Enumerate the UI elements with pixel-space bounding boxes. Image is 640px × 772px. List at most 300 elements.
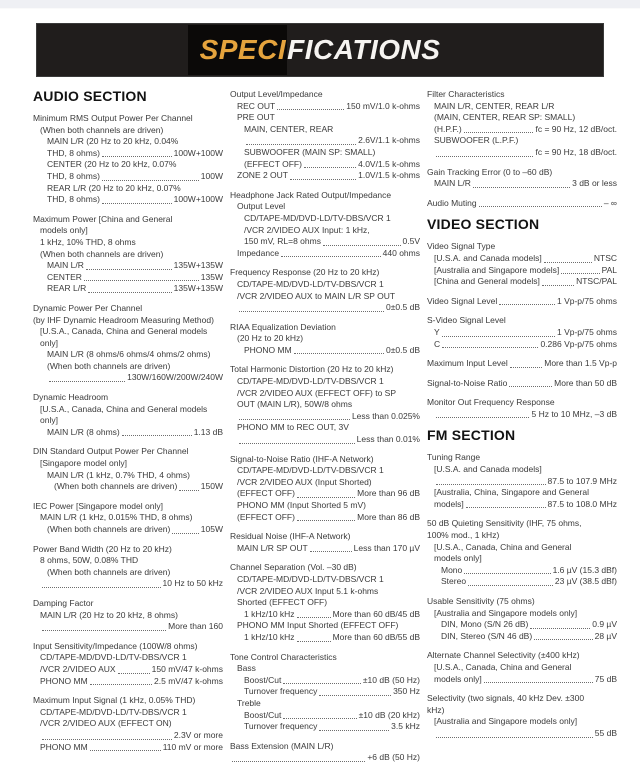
spec-label: THD, 8 ohms) xyxy=(47,194,100,205)
spec-text: 8 ohms, 50W, 0.08% THD xyxy=(40,555,139,566)
dotted-leader xyxy=(544,261,592,263)
spec-value: 0.286 Vp-p/75 ohms xyxy=(540,338,617,349)
spec-label: C xyxy=(434,338,441,349)
spec-text: (When both channels are driven) xyxy=(47,566,171,577)
spec-line xyxy=(427,728,617,740)
spec-value: 0.9 µV xyxy=(592,619,617,630)
spec-text: [U.S.A., Canada, China and General xyxy=(434,541,572,552)
spec-value: 4.0V/1.5 k-ohms xyxy=(358,158,420,169)
dotted-leader xyxy=(90,683,152,685)
spec-value: 1 Vp-p/75 ohms xyxy=(556,295,617,306)
spec-block xyxy=(33,501,223,536)
spec-value: 440 ohms xyxy=(382,247,420,258)
spec-column-audio xyxy=(33,89,223,772)
dotted-leader xyxy=(473,186,570,188)
spec-block xyxy=(427,315,617,350)
spec-line xyxy=(427,631,617,643)
spec-value: More than 96 dB xyxy=(357,488,420,499)
spec-value: 75 dB xyxy=(594,673,617,684)
spec-block xyxy=(427,596,617,642)
spec-text: Output Level/Impedance xyxy=(230,89,323,99)
spec-value: 135W+135W xyxy=(173,260,223,271)
spec-text: Tone Control Characteristics xyxy=(230,651,337,662)
spec-block xyxy=(427,167,617,190)
dotted-leader xyxy=(484,681,593,683)
spec-block xyxy=(230,89,420,182)
spec-value: 135W+135W xyxy=(173,283,223,294)
dotted-leader xyxy=(466,506,546,508)
spec-text: REAR L/R (20 Hz to 20 kHz, 0.07% xyxy=(47,182,181,193)
dotted-leader xyxy=(294,352,384,354)
spec-line xyxy=(230,248,420,260)
spec-value: 87.5 to 108.0 MHz xyxy=(547,498,617,509)
spec-text: [U.S.A. and Canada models] xyxy=(434,464,542,475)
spec-label: Audio Muting xyxy=(427,197,477,208)
section-heading: FM SECTION xyxy=(427,427,516,444)
spec-block xyxy=(230,190,420,260)
spec-text: Channel Separation (Vol. –30 dB) xyxy=(230,562,357,573)
spec-value: NTSC xyxy=(593,252,617,263)
spec-label: MAIN L/R SP OUT xyxy=(237,542,308,553)
spec-value: 1.6 µV (15.3 dBf) xyxy=(552,564,617,575)
spec-text: CD/TAPE-MD/DVD-LD/TV-DBS/VCR 1 xyxy=(40,652,187,663)
spec-block xyxy=(33,641,223,687)
spec-line xyxy=(427,565,617,577)
spec-block xyxy=(33,214,223,295)
spec-text: only] xyxy=(40,337,58,348)
spec-text: [Australia and Singapore models only] xyxy=(434,607,578,618)
spec-line xyxy=(230,302,420,314)
spec-text: (MAIN, CENTER, REAR SP: SMALL) xyxy=(434,112,576,123)
page-top-edge xyxy=(0,0,640,9)
spec-block xyxy=(230,741,420,764)
spec-line xyxy=(427,147,617,159)
spec-block xyxy=(33,303,223,384)
spec-value: 135W xyxy=(200,271,223,282)
spec-text: S-Video Signal Level xyxy=(427,315,506,326)
spec-line xyxy=(230,135,420,147)
spec-line xyxy=(427,358,617,370)
spec-text: Filter Characteristics xyxy=(427,89,505,99)
spec-line xyxy=(33,481,223,493)
spec-text: Headphone Jack Rated Output/Impedance xyxy=(230,189,392,200)
dotted-leader xyxy=(281,255,381,257)
dotted-leader xyxy=(534,638,592,640)
spec-line xyxy=(427,339,617,351)
dotted-leader xyxy=(102,202,172,204)
spec-block xyxy=(33,544,223,590)
spec-value: Less than 0.025% xyxy=(351,410,420,421)
spec-block xyxy=(427,89,617,159)
spec-value: More than 160 xyxy=(168,621,223,632)
spec-block xyxy=(427,452,617,510)
spec-block xyxy=(33,598,223,633)
spec-label: Turnover frequency xyxy=(244,721,318,732)
spec-label: ZONE 2 OUT xyxy=(237,170,289,181)
dotted-leader xyxy=(283,682,361,684)
spec-label: (When both channels are driven) xyxy=(47,524,171,534)
spec-line xyxy=(33,578,223,590)
spec-line xyxy=(33,272,223,284)
spec-text: MAIN, CENTER, REAR xyxy=(244,123,334,134)
dotted-leader xyxy=(90,749,161,751)
spec-value: PAL xyxy=(601,264,617,275)
spec-value: 1.0V/1.5 k-ohms xyxy=(358,170,420,181)
spec-line xyxy=(427,378,617,390)
spec-text: Gain Tracking Error (0 to –60 dB) xyxy=(427,166,553,177)
spec-block xyxy=(427,296,617,308)
dotted-leader xyxy=(102,179,199,181)
dotted-leader xyxy=(283,717,356,719)
dotted-leader xyxy=(319,729,389,731)
dotted-leader xyxy=(297,496,355,498)
spec-line xyxy=(33,283,223,295)
spec-label: Mono xyxy=(441,564,463,575)
spec-label: [Australia and Singapore models] xyxy=(434,264,560,275)
spec-text: Selectivity (two signals, 40 kHz Dev. ±300 xyxy=(427,693,585,704)
spec-text: CD/TAPE-MD/DVD-LD/TV-DBS/VCR 1 xyxy=(40,706,187,717)
spec-text: Minimum RMS Output Power Per Channel xyxy=(33,113,193,123)
spec-block xyxy=(427,378,617,390)
spec-label: MAIN L/R (8 ohms) xyxy=(47,426,120,437)
spec-line xyxy=(230,101,420,113)
spec-text: MAIN L/R (20 Hz to 20 kHz, 0.04% xyxy=(47,136,179,147)
spec-text: /VCR 2/VIDEO AUX (EFFECT ON) xyxy=(40,718,172,729)
spec-text: models only] xyxy=(40,225,88,236)
spec-text: CENTER (20 Hz to 20 kHz, 0.07% xyxy=(47,159,177,170)
banner-title-rest: FICATIONS xyxy=(287,34,441,65)
spec-value: More than 60 dB/55 dB xyxy=(332,631,420,642)
dotted-leader xyxy=(297,616,331,618)
dotted-leader xyxy=(290,178,356,180)
dotted-leader xyxy=(49,380,125,382)
spec-text: PHONO MM (Input Shorted 5 mV) xyxy=(237,500,366,510)
spec-text: Dynamic Headroom xyxy=(33,392,109,403)
spec-value: 0±0.5 dB xyxy=(386,344,420,355)
spec-value: 1.13 dB xyxy=(193,426,223,437)
spec-text: 100% mod., 1 kHz) xyxy=(427,530,500,541)
dotted-leader xyxy=(277,108,344,110)
spec-text: CD/TAPE-MD/DVD-LD/TV-DBS/VCR 1 xyxy=(244,212,391,223)
spec-text: PRE OUT xyxy=(237,112,275,123)
spec-value: +6 dB (50 Hz) xyxy=(367,752,420,763)
spec-value: More than 1.5 Vp-p xyxy=(544,358,617,369)
spec-value: fc = 90 Hz, 18 dB/oct. xyxy=(535,146,617,157)
spec-line xyxy=(230,488,420,500)
spec-label: /VCR 2/VIDEO AUX xyxy=(40,663,116,674)
spec-text: [U.S.A., Canada, China and General models xyxy=(40,326,208,337)
dotted-leader xyxy=(179,489,198,491)
spec-value: 87.5 to 107.9 MHz xyxy=(547,475,617,486)
spec-text: [Singapore model only] xyxy=(40,458,127,469)
spec-block xyxy=(427,358,617,370)
spec-block xyxy=(33,113,223,206)
spec-block xyxy=(230,267,420,313)
spec-line xyxy=(230,721,420,733)
dotted-leader xyxy=(232,760,365,762)
spec-label: [China and General models] xyxy=(434,276,540,287)
spec-line xyxy=(230,236,420,248)
spec-text: IEC Power [Singapore model only] xyxy=(33,500,163,511)
spec-line xyxy=(230,632,420,644)
dotted-leader xyxy=(42,586,161,588)
spec-text: SUBWOOFER (MAIN SP: SMALL) xyxy=(244,146,376,157)
spec-label: Boost/Cut xyxy=(244,709,282,720)
spec-text: CD/TAPE-MD/DVD-LD/TV-DBS/VCR 1 xyxy=(237,573,384,584)
spec-line xyxy=(427,296,617,308)
spec-value: fc = 90 Hz, 12 dB/oct. xyxy=(535,123,617,134)
spec-label: REC OUT xyxy=(237,100,276,111)
spec-value: 100W xyxy=(200,170,223,181)
spec-value: 150 mV/47 k-ohms xyxy=(151,663,223,674)
spec-value: 150 mV/1.0 k-ohms xyxy=(346,100,420,111)
spec-label: REAR L/R xyxy=(47,283,87,294)
spec-line xyxy=(33,148,223,160)
dotted-leader xyxy=(319,694,391,696)
spec-value: 0.5V xyxy=(402,236,420,247)
spec-line xyxy=(427,124,617,136)
spec-value: 55 dB xyxy=(594,727,617,738)
spec-text: Power Band Width (20 Hz to 20 kHz) xyxy=(33,543,172,554)
spec-value: More than 86 dB xyxy=(357,511,420,522)
dotted-leader xyxy=(468,584,553,586)
spec-value: 3.5 kHz xyxy=(391,721,420,732)
spec-label: Signal-to-Noise Ratio xyxy=(427,377,508,388)
spec-label: (When both channels are driven) xyxy=(54,481,178,492)
spec-value: 105W xyxy=(200,524,223,534)
spec-label: CENTER xyxy=(47,271,82,282)
spec-text: Bass Extension (MAIN L/R) xyxy=(230,740,334,751)
spec-label: PHONO MM xyxy=(40,675,88,686)
dotted-leader xyxy=(102,155,172,157)
spec-label: (EFFECT OFF) xyxy=(237,511,295,522)
spec-text: Dynamic Power Per Channel xyxy=(33,302,143,313)
spec-text: RIAA Equalization Deviation xyxy=(230,321,336,332)
spec-line xyxy=(230,345,420,357)
spec-value: 1 Vp-p/75 ohms xyxy=(556,326,617,337)
spec-text: MAIN L/R (1 kHz, 0.015% THD, 8 ohms) xyxy=(40,512,193,523)
spec-line xyxy=(427,409,617,421)
spec-text: Output Level xyxy=(237,201,286,212)
spec-text: MAIN L/R, CENTER, REAR L/R xyxy=(434,100,555,111)
spec-line xyxy=(230,752,420,764)
spec-value: More than 60 dB/45 dB xyxy=(332,608,420,619)
spec-value: 110 mV or more xyxy=(162,741,223,752)
dotted-leader xyxy=(304,166,356,168)
spec-text: /VCR 2/VIDEO AUX (EFFECT OFF) to SP xyxy=(237,387,397,398)
dotted-leader xyxy=(561,272,599,274)
spec-line xyxy=(230,170,420,182)
spec-label: models only] xyxy=(434,673,482,684)
spec-label: PHONO MM xyxy=(244,344,292,355)
spec-text: /VCR 2/VIDEO AUX Input 5.1 k-ohms xyxy=(237,585,379,596)
spec-line xyxy=(230,411,420,423)
spec-text: CD/TAPE-MD/DVD-LD/TV-DBS/VCR 1 xyxy=(237,376,384,387)
dotted-leader xyxy=(172,532,198,534)
spec-label: (EFFECT OFF) xyxy=(244,158,302,169)
spec-value: 0±0.5 dB xyxy=(386,302,420,313)
spec-text: PHONO MM to REC OUT, 3V xyxy=(237,422,349,433)
dotted-leader xyxy=(88,291,171,293)
spec-block xyxy=(230,364,420,445)
spec-text: Usable Sensitivity (75 ohms) xyxy=(427,596,535,606)
spec-label: 1 kHz/10 kHz xyxy=(244,608,295,619)
spec-text: Input Sensitivity/Impedance (100W/8 ohms) xyxy=(33,640,198,651)
spec-value: – ∞ xyxy=(603,197,617,208)
dotted-leader xyxy=(499,303,555,305)
spec-label: (H.P.F.) xyxy=(434,123,462,134)
dotted-leader xyxy=(436,416,529,418)
spec-text: 50 dB Quieting Sensitivity (IHF, 75 ohms, xyxy=(427,518,582,529)
spec-text: /VCR 2/VIDEO AUX (Input Shorted) xyxy=(237,476,372,487)
spec-label: MAIN L/R xyxy=(434,178,471,189)
spec-text: MAIN L/R (8 ohms/6 ohms/4 ohms/2 ohms) xyxy=(47,349,211,360)
spec-line xyxy=(230,543,420,555)
spec-text: (by IHF Dynamic Headroom Measuring Method) xyxy=(33,314,214,325)
spec-text: Maximum Input Signal (1 kHz, 0.05% THD) xyxy=(33,695,196,706)
spec-text: /VCR 2/VIDEO AUX to MAIN L/R SP OUT xyxy=(237,290,396,301)
spec-block xyxy=(33,695,223,753)
spec-line xyxy=(33,524,223,536)
dotted-leader xyxy=(464,131,534,133)
spec-text: 1 kHz, 10% THD, 8 ohms xyxy=(40,236,136,247)
spec-value: 10 Hz to 50 kHz xyxy=(162,578,223,589)
spec-line xyxy=(33,171,223,183)
spec-value: 23 µV (38.5 dBf) xyxy=(554,576,617,587)
spec-value: Less than 170 µV xyxy=(353,542,420,553)
spec-label: PHONO MM xyxy=(40,741,88,752)
spec-text: /VCR 2/VIDEO AUX Input: 1 kHz, xyxy=(244,224,370,235)
spec-line xyxy=(230,675,420,687)
spec-text: OUT (MAIN L/R), 50W/8 ohms xyxy=(237,399,353,410)
spec-block xyxy=(427,650,617,685)
spec-line xyxy=(427,619,617,631)
spec-value: NTSC/PAL xyxy=(576,276,617,287)
section-heading: AUDIO SECTION xyxy=(33,88,147,104)
spec-line xyxy=(230,710,420,722)
dotted-leader xyxy=(86,268,172,270)
spec-block xyxy=(230,562,420,643)
spec-text: MAIN L/R (1 kHz, 0.7% THD, 4 ohms) xyxy=(47,469,190,480)
spec-label: Turnover frequency xyxy=(244,686,318,697)
spec-value: ±10 dB (20 kHz) xyxy=(358,709,420,720)
spec-label: Video Signal Level xyxy=(427,295,498,306)
dotted-leader xyxy=(239,310,384,312)
spec-text: DIN Standard Output Power Per Channel xyxy=(33,446,189,457)
dotted-leader xyxy=(310,550,352,552)
spec-text: Tuning Range xyxy=(427,452,481,463)
spec-columns xyxy=(0,89,640,772)
dotted-leader xyxy=(122,434,192,436)
spec-block xyxy=(427,518,617,588)
dotted-leader xyxy=(442,346,538,348)
spec-text: Video Signal Type xyxy=(427,241,496,252)
spec-line xyxy=(230,609,420,621)
spec-block xyxy=(33,392,223,438)
spec-label: 150 mV, RL=8 ohms xyxy=(244,236,321,247)
spec-line xyxy=(427,327,617,339)
spec-value: 2.3V or more xyxy=(173,729,223,740)
spec-text: Maximum Power [China and General xyxy=(33,213,173,224)
spec-line xyxy=(33,742,223,754)
spec-value: 100W+100W xyxy=(173,147,223,158)
spec-text: [U.S.A., Canada, China and General xyxy=(434,661,572,672)
spec-block xyxy=(230,322,420,357)
dotted-leader xyxy=(297,640,331,642)
spec-column-video-fm xyxy=(427,89,617,772)
spec-line xyxy=(230,686,420,698)
spec-text: Damping Factor xyxy=(33,597,94,608)
dotted-leader xyxy=(464,572,550,574)
spec-text: CD/TAPE-MD/DVD-LD/TV-DBS/VCR 1 xyxy=(237,278,384,289)
spec-line xyxy=(33,372,223,384)
spec-text: Shorted (EFFECT OFF) xyxy=(237,597,328,608)
spec-label: [U.S.A. and Canada models] xyxy=(434,252,542,263)
spec-label: Y xyxy=(434,326,440,337)
spec-line xyxy=(33,260,223,272)
spec-block xyxy=(230,652,420,733)
dotted-leader xyxy=(239,442,355,444)
spec-column-output xyxy=(230,89,420,772)
dotted-leader xyxy=(42,738,172,740)
spec-line xyxy=(427,198,617,210)
spec-line xyxy=(33,427,223,439)
spec-text: MAIN L/R (20 Hz to 20 kHz, 8 ohms) xyxy=(40,609,178,620)
spec-value: 2.6V/1.1 k-ohms xyxy=(358,135,420,146)
dotted-leader xyxy=(118,672,150,674)
dotted-leader xyxy=(42,629,166,631)
spec-text: (When both channels are driven) xyxy=(40,124,164,135)
spec-text: Bass xyxy=(237,663,256,674)
spec-text: [U.S.A., Canada, China and General models xyxy=(40,403,208,414)
spec-value: More than 50 dB xyxy=(554,377,617,388)
spec-text: SUBWOOFER (L.P.F.) xyxy=(434,135,519,146)
dotted-leader xyxy=(442,335,555,337)
spec-label: MAIN L/R xyxy=(47,260,84,271)
spec-label: models] xyxy=(434,498,464,509)
spec-label: Boost/Cut xyxy=(244,674,282,685)
dotted-leader xyxy=(239,418,350,420)
spec-line xyxy=(427,276,617,288)
spec-line xyxy=(230,159,420,171)
dotted-leader xyxy=(436,155,533,157)
spec-text: Alternate Channel Selectivity (±400 kHz) xyxy=(427,650,580,661)
spec-line xyxy=(33,621,223,633)
spec-text: PHONO MM Input Shorted (EFFECT OFF) xyxy=(237,620,399,631)
spec-block xyxy=(427,241,617,287)
specifications-banner xyxy=(36,23,604,77)
spec-line xyxy=(230,434,420,446)
spec-text: CD/TAPE-MD/DVD-LD/TV-DBS/VCR 1 xyxy=(237,465,384,476)
spec-block xyxy=(230,454,420,524)
spec-label: Impedance xyxy=(237,247,280,258)
spec-line xyxy=(33,664,223,676)
spec-label: THD, 8 ohms) xyxy=(47,170,100,181)
spec-text: (When both channels are driven) xyxy=(40,248,164,259)
spec-text: Monitor Out Frequency Response xyxy=(427,397,555,408)
spec-label: THD, 8 ohms) xyxy=(47,147,100,158)
spec-label: (EFFECT OFF) xyxy=(237,488,295,499)
spec-text: Residual Noise (IHF-A Network) xyxy=(230,531,351,542)
spec-line xyxy=(230,512,420,524)
spec-value: 28 µV xyxy=(594,630,617,641)
spec-value: 150W xyxy=(200,481,223,492)
spec-text: only] xyxy=(40,415,58,426)
dotted-leader xyxy=(436,483,546,485)
spec-line xyxy=(427,265,617,277)
spec-label: DIN, Mono (S/N 26 dB) xyxy=(441,619,529,630)
spec-value: ±10 dB (50 Hz) xyxy=(362,674,420,685)
